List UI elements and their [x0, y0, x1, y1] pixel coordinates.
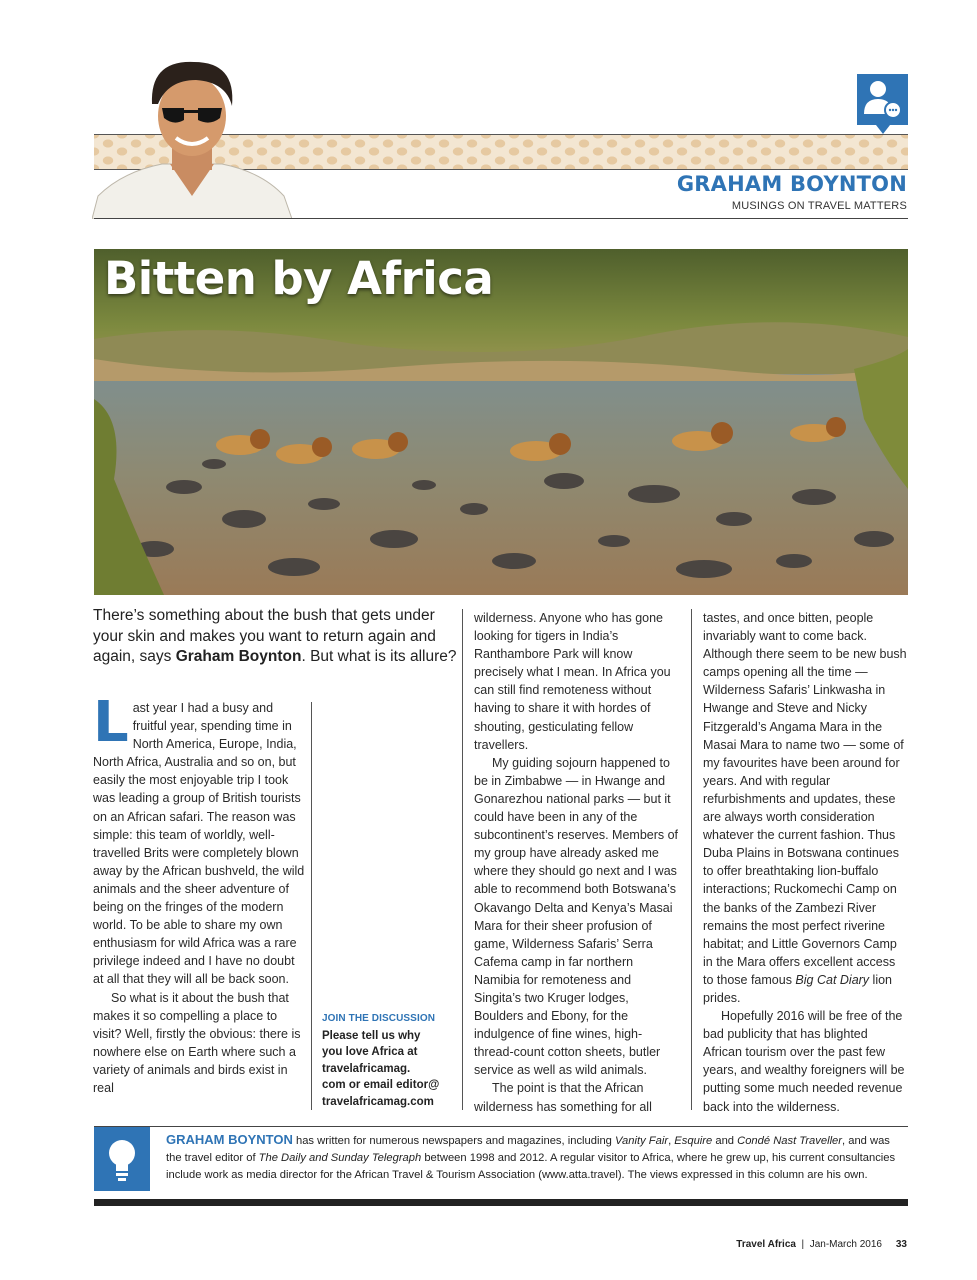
column-tagline: MUSINGS ON TRAVEL MATTERS	[731, 200, 907, 212]
standfirst-question: . But what is its allure?	[301, 648, 457, 665]
footer-magazine-name: Travel Africa	[736, 1239, 796, 1250]
column-2-paragraph-3: The point is that the African wilderness has something for all	[474, 1081, 652, 1114]
bio-text: and	[712, 1135, 738, 1147]
column-3-text-end: lion prides.	[703, 972, 892, 1005]
join-website[interactable]: travelafricamag.	[322, 1062, 411, 1075]
column-3-paragraph-1	[703, 609, 908, 1007]
standfirst-text: There’s something about the bush that gets under your skin and makes you want to return again and again, says	[93, 607, 436, 665]
bio-icon-panel	[94, 1127, 150, 1191]
bio-text: ,	[668, 1135, 675, 1147]
join-discussion-text	[322, 1028, 452, 1110]
standfirst-author: Graham Boynton	[175, 648, 302, 665]
article-title: Bitten by Africa	[104, 252, 494, 305]
bio-text: between 1998 and 2012. A regular visitor to Africa, where he grew up, his current consultancies include work as media director for the African Travel & Tourism Association (www.atta.travel). The views expressed in this column are his own.	[166, 1152, 896, 1182]
column-2-paragraph-2: My guiding sojourn happened to be in Zimbabwe — in Hwange and Gonarezhou national parks — but it could have been in any of the subcontinent’s reserves. Members of my group have already asked me where they should go next and I was able to recommend both Botswana’s Okavango Delta and Kenya’s Masai Mara for their sheer profusion of game, Wilderness Safaris’ Serra Cafema camp in far northern Namibia for remoteness and Singita’s two Kruger lodges, Boulders and Ebony, for the indulgence of fine wines, high-thread-count cotton sheets, butler service as well as wild animals.	[474, 755, 679, 1078]
column-divider-3	[691, 609, 692, 1110]
column-3-show-title: Big Cat Diary	[795, 972, 870, 987]
join-line: Please tell us why	[322, 1030, 421, 1042]
article-column-1	[93, 690, 307, 1097]
author-bio-text	[166, 1131, 906, 1185]
column-1-paragraph-1: ast year I had a busy and fruitful year, spending time in North America, Europe, India, North Africa, Australia and so on, but easily the most enjoyable trip I took was leading a group of British tourists on an African safari. The reason was simple: this team of worldly, well-travelled Brits were completely blown away by the African bushveld, the wild animals and the sheer adventure of being on the fringes of the modern world. To be able to share my own enthusiasm for wild Africa was a rare privilege indeed and I have no doubt at all that they will all be back soon.	[93, 701, 305, 987]
join-email[interactable]: com or email editor@	[322, 1079, 440, 1092]
join-email[interactable]: travelafricamag.com	[322, 1095, 434, 1108]
drop-cap: L	[93, 690, 129, 755]
bio-text: , and was the travel editor of	[166, 1135, 890, 1165]
header-divider	[94, 218, 908, 219]
article-column-2	[474, 609, 680, 1116]
bio-author-name: GRAHAM BOYNTON	[166, 1132, 293, 1147]
column-3-paragraph-2: Hopefully 2016 will be free of the bad publicity that has blighted African tourism over the past few years, and wealthy foreigners will be putting some much needed revenue back into the wilderness.	[703, 1009, 905, 1114]
join-line: you love Africa at	[322, 1046, 418, 1059]
bio-publication: The Daily and Sunday Telegraph	[258, 1152, 422, 1165]
column-divider-2	[462, 609, 463, 1110]
footer-issue: Jan-March 2016	[809, 1239, 882, 1250]
footer-separator: |	[801, 1239, 805, 1250]
bio-publication: Esquire	[674, 1135, 713, 1147]
bio-publication: Condé Nast Traveller	[737, 1135, 842, 1147]
join-discussion-heading: JOIN THE DISCUSSION	[322, 1013, 436, 1024]
bio-text: has written for numerous newspapers and magazines, including	[292, 1135, 616, 1147]
page-footer	[736, 1239, 907, 1250]
column-3-text: tastes, and once bitten, people invariably want to come back. Although there seem to be new bush camps opening all the time — Wilderness Safaris’ Linkwasha in Hwange and Steve and Nicky Fitzgerald’s Angama Mara in the Masai Mara to name two — some of my favourites have been around for years. And with regular refurbishments and updates, these are always worth consideration whatever the current fashion. Thus Duba Plains in Botswana continues to offer breathtaking lion-buffalo interactions; Ruckomechi Camp on the banks of the Zambezi River remains the most perfect riverine habitat; and Little Governors Camp in the Mara offers excellent access to those famous	[703, 611, 907, 987]
author-portrait	[92, 56, 292, 219]
bio-publication: Vanity Fair	[615, 1135, 669, 1147]
page-number: 33	[895, 1239, 907, 1250]
column-1-paragraph-2: So what is it about the bush that makes it so compelling a place to visit? Well, firstly the obvious: there is nowhere else on Earth where such a variety of animals and birds exist in real	[93, 990, 301, 1095]
author-profile-badge	[857, 74, 908, 125]
column-author-name: GRAHAM BOYNTON	[676, 172, 907, 196]
column-divider-1	[311, 702, 312, 1110]
column-2-paragraph-1: wilderness. Anyone who has gone looking for tigers in India’s Ranthambore Park will know precisely what I mean. In Africa you can still find remoteness without having to share it with hordes of shouting, gesticulating fellow travellers.	[474, 611, 671, 752]
article-standfirst	[93, 606, 458, 668]
article-column-3	[703, 609, 908, 1116]
lightbulb-icon	[94, 1127, 150, 1191]
profile-chat-icon	[857, 74, 908, 125]
